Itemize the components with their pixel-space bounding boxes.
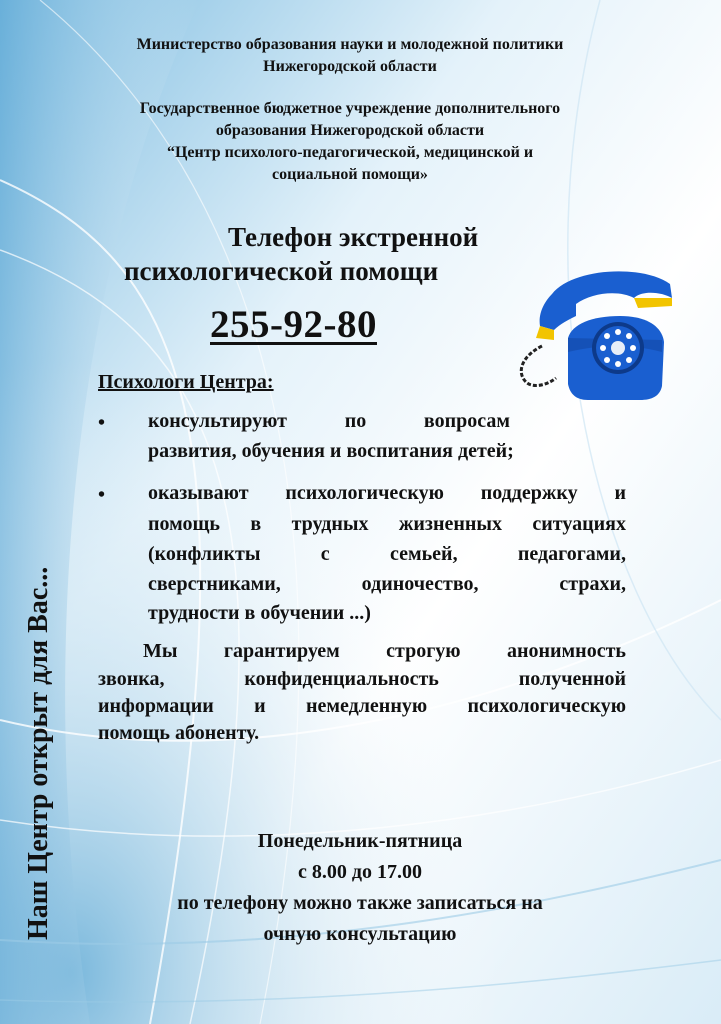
bullet2-line-4: сверстниками, одиночество, страхи, xyxy=(148,573,626,595)
bullet2-line-3: (конфликты с семьей, педагогами, xyxy=(148,543,626,565)
bullet2-line-2: помощь в трудных жизненных ситуациях xyxy=(148,513,626,535)
signup-line-2: очную консультацию xyxy=(263,923,457,945)
signup-line-1: по телефону можно также записаться на xyxy=(177,892,543,914)
bullet2-line-5: трудности в обучении ...) xyxy=(148,602,371,624)
schedule-footer xyxy=(100,826,620,950)
phone-number[interactable]: 255-92-80 xyxy=(210,303,377,346)
psychologists-heading: Психологи Центра: xyxy=(98,371,274,393)
guarantee-line-4: помощь абоненту. xyxy=(98,722,260,744)
institution-line-2: образования Нижегородской области xyxy=(215,122,485,139)
ministry-line-1: Министерство образования науки и молодежной политики xyxy=(136,36,564,53)
title-line-1: Телефон экстренной xyxy=(228,222,479,252)
schedule-hours: с 8.00 до 17.00 xyxy=(298,861,422,883)
bullet-marker-1: • xyxy=(98,412,106,434)
institution-line-4: социальной помощи» xyxy=(272,166,428,183)
bullet1-line-1: консультируют по вопросам xyxy=(148,410,510,432)
vertical-center-open-text: Наш Центр открыт для Вас... xyxy=(23,566,54,940)
bullet-marker-2: • xyxy=(98,484,106,506)
guarantee-line-3: информации и немедленную психологическую xyxy=(98,695,626,717)
title-line-2: психологической помощи xyxy=(124,256,439,286)
bullet1-line-2: развития, обучения и воспитания детей; xyxy=(148,440,514,462)
schedule-days: Понедельник-пятница xyxy=(257,830,463,852)
bullet2-line-1: оказывают психологическую поддержку и xyxy=(148,482,626,504)
institution-line-1: Государственное бюджетное учреждение дополнительного xyxy=(139,100,561,117)
ministry-header xyxy=(80,34,620,78)
institution-header xyxy=(80,98,620,186)
institution-line-3: “Центр психолого-педагогической, медицинской и xyxy=(166,144,534,161)
guarantee-line-1: Мы гарантируем строгую анонимность xyxy=(143,640,626,662)
guarantee-line-2: звонка, конфиденциальность полученной xyxy=(98,668,626,690)
ministry-line-2: Нижегородской области xyxy=(263,58,437,75)
